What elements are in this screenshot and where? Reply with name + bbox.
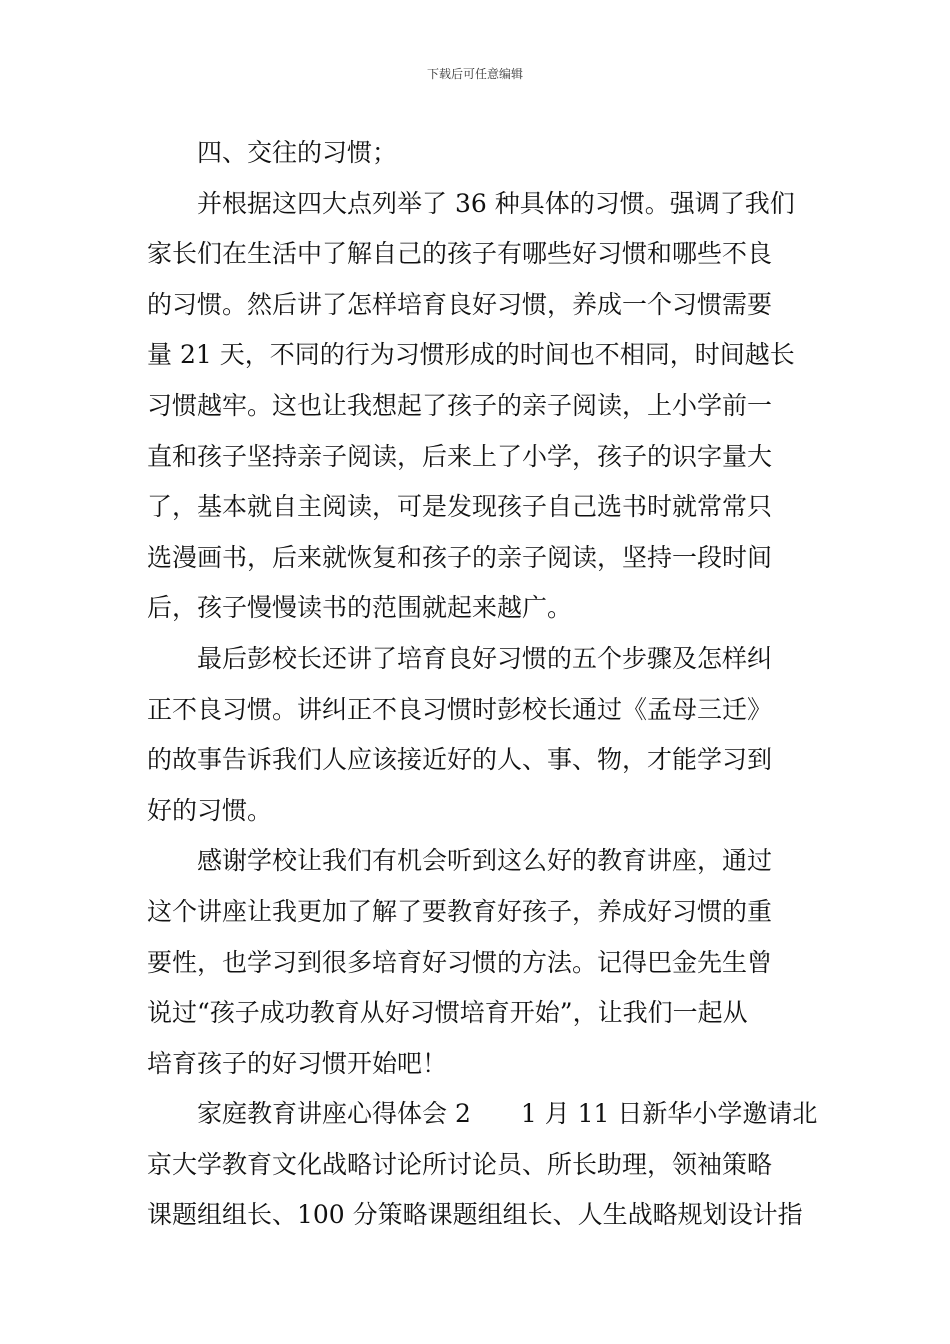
text-line: 这个讲座让我更加了解了要教育好孩子，养成好习惯的重 [147,896,773,926]
paragraph [147,128,809,179]
text-line: 量 21 天，不同的行为习惯形成的时间也不相同，时间越长 [147,340,795,370]
text-line: 选漫画书，后来就恢复和孩子的亲子阅读，坚持一段时间 [147,542,773,572]
text-line: 的故事告诉我们人应该接近好的人、事、物，才能学习到 [147,745,773,775]
paragraph [147,1089,818,1241]
text-line: 要性，也学习到很多培育好习惯的方法。记得巴金先生曾 [147,947,773,977]
text-line: 家庭教育讲座心得体会 2 1 月 11 日新华小学邀请北 [197,1099,818,1129]
text-line: 了，基本就自主阅读，可是发现孩子自己选书时就常常只 [147,492,773,522]
text-line: 直和孩子坚持亲子阅读，后来上了小学，孩子的识字量大 [147,441,773,471]
text-line: 好的习惯。 [147,795,273,825]
paragraph [147,634,809,836]
text-line: 最后彭校长还讲了培育良好习惯的五个步骤及怎样纠 [197,643,773,673]
paragraph [147,179,809,634]
text-line: 习惯越牢。这也让我想起了孩子的亲子阅读，上小学前一 [147,390,773,420]
text-line: 感谢学校让我们有机会听到这么好的教育讲座，通过 [197,846,773,876]
text-line: 京大学教育文化战略讨论所讨论员、所长助理，领袖策略 [147,1149,773,1179]
paragraph [147,836,809,1089]
text-line: 说过“孩子成功教育从好习惯培育开始”，让我们一起从 [147,998,748,1028]
text-line: 并根据这四大点列举了 36 种具体的习惯。强调了我们 [197,188,795,218]
page-header: 下载后可任意编辑 [426,67,523,81]
text-line: 后，孩子慢慢读书的范围就起来越广。 [147,593,573,623]
text-line: 四、交往的习惯； [197,138,398,167]
text-line: 正不良习惯。讲纠正不良习惯时彭校长通过《孟母三迁》 [147,694,773,724]
text-line: 培育孩子的好习惯开始吧！ [147,1048,448,1078]
text-line: 家长们在生活中了解自己的孩子有哪些好习惯和哪些不良 [147,239,773,269]
text-line: 课题组组长、100 分策略课题组组长、人生战略规划设计指 [147,1200,803,1230]
document-body [147,128,818,1241]
text-line: 的习惯。然后讲了怎样培育良好习惯，养成一个习惯需要 [147,289,773,319]
